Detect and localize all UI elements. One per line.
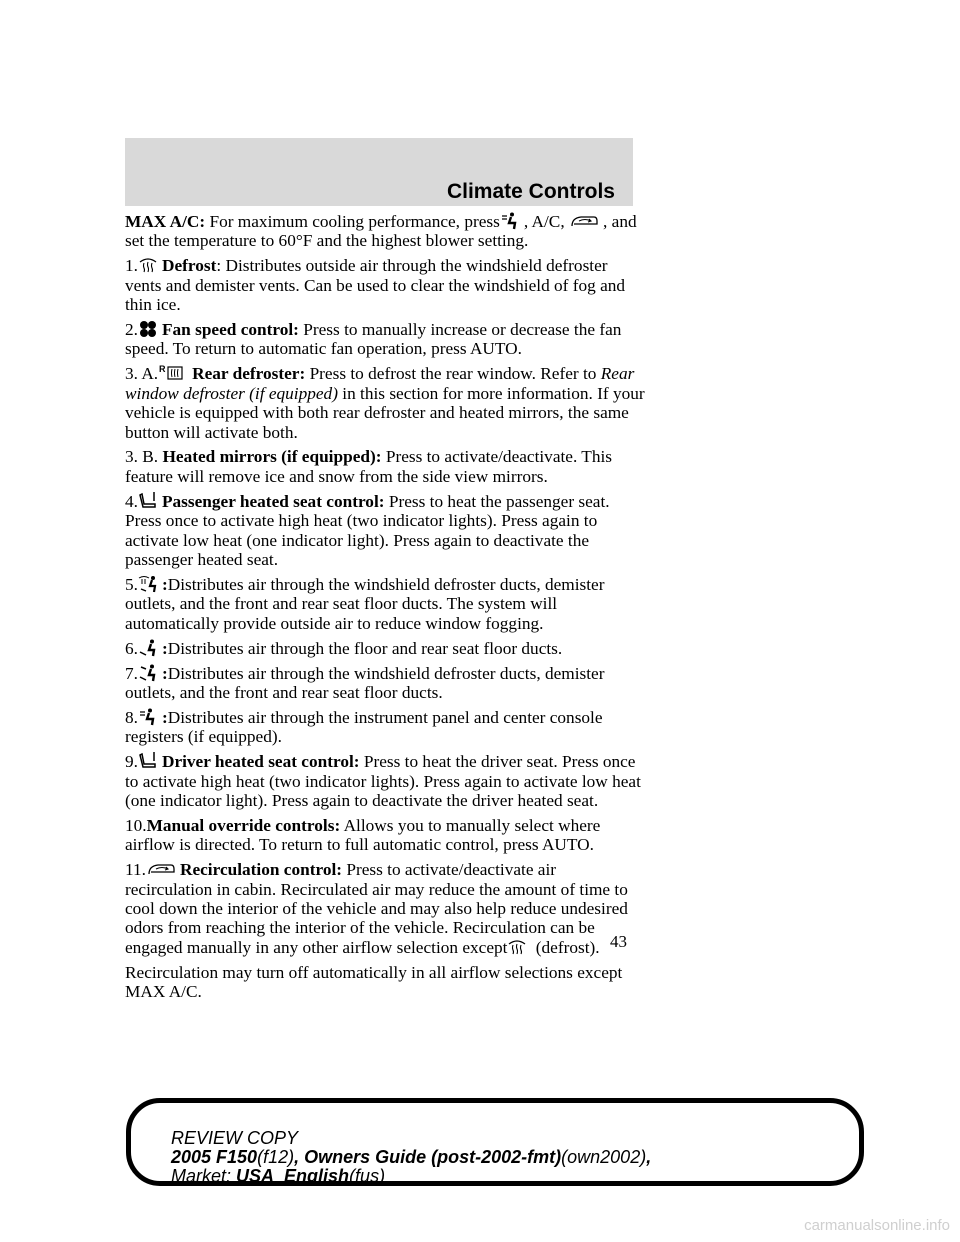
defrost-icon <box>507 938 527 956</box>
market-code: (fus) <box>349 1166 386 1186</box>
page-number: 43 <box>610 932 627 951</box>
item-label: Passenger heated seat control: <box>161 491 385 511</box>
item-panel <box>125 708 645 747</box>
item-label: Recirculation control: <box>179 860 343 880</box>
recirculation-icon <box>146 860 176 878</box>
item-recirculation <box>125 860 645 957</box>
item-number: 6. <box>125 638 138 658</box>
item-number: 7. <box>125 663 138 683</box>
item-label: Rear defroster: <box>192 364 306 384</box>
cross-reference: Rear window defroster (if equipped) <box>125 364 635 403</box>
item-label: Defrost <box>161 256 217 276</box>
item-number: 11. <box>125 860 146 880</box>
floor-vent-icon <box>138 639 158 657</box>
panel-vent-icon <box>500 212 520 230</box>
item-heated-mirrors <box>125 447 645 486</box>
item-driver-seat <box>125 752 645 810</box>
item-label: : <box>161 707 168 727</box>
item-number: 5. <box>125 574 138 594</box>
watermark: carmanualsonline.info <box>804 1217 950 1234</box>
item-number: 2. <box>125 320 138 340</box>
section-header <box>125 138 633 206</box>
max-ac-text-d: and set the temperature to 60°F and the highest blower setting. <box>125 212 637 251</box>
guide-name: , Owners Guide (post-2002-fmt) <box>294 1147 562 1167</box>
item-text: Press to heat the driver seat. Press once to activate high heat (two indicator lights). Press again to activate low heat (one indicator light). Press again to deactivate the driver heated seat. <box>125 752 641 810</box>
item-text: Press to manually increase or decrease the fan speed. To return to automatic fan operation, press AUTO. <box>125 320 622 359</box>
item-floor-panel <box>125 664 645 703</box>
panel-vent-icon <box>138 708 158 726</box>
item-text: Distributes air through the windshield defroster ducts, demister outlets, and the front and rear seat floor ducts. <box>125 663 605 702</box>
item-text: : Distributes outside air through the windshield defroster vents and demister vents. Can be used to clear the windshield of fog and thin ice. <box>125 256 626 315</box>
floor-defrost-icon <box>138 575 158 593</box>
item-text: Distributes air through the windshield defroster ducts, demister outlets, and the front and rear seat floor ducts. The system will automatically provide outside air to reduce window fogging. <box>125 574 605 633</box>
section-title: Climate Controls <box>446 180 615 203</box>
max-ac-label: MAX A/C: <box>125 212 206 231</box>
item-number: 10. <box>125 815 147 835</box>
item-text: Press to activate/deactivate. This feature will remove ice and snow from the side view mirrors. <box>125 447 613 486</box>
item-label: Driver heated seat control: <box>161 752 360 772</box>
max-ac-text: For maximum cooling performance, press <box>209 212 500 231</box>
recirculation-icon <box>569 212 599 230</box>
model-code: (f12) <box>257 1147 295 1167</box>
item-label: Fan speed control: <box>161 320 299 340</box>
svg-text:R: R <box>159 364 166 375</box>
review-copy-box <box>126 1098 864 1186</box>
item-label: : <box>161 574 168 594</box>
item-number: 4. <box>125 491 138 511</box>
model-name: 2005 F150 <box>171 1147 258 1167</box>
max-ac-text-c: , <box>603 212 608 231</box>
heated-seat-icon <box>138 752 158 770</box>
floor-panel-icon <box>138 664 158 682</box>
format-code: (own2002) <box>561 1147 647 1167</box>
item-label: : <box>161 663 168 683</box>
recirculation-note <box>125 963 645 1002</box>
document-id-line <box>171 1148 651 1167</box>
item-text: Press to activate/deactivate air recirculation in cabin. Recirculated air may reduce the amount of time to cool down the interior of the vehicle and may also help reduce undesired odors from reaching the interior of the vehicle. Recirculation can be engaged manually in any other airflow selection except <box>125 860 628 957</box>
item-number: 3. A. <box>125 364 159 384</box>
item-floor <box>125 639 645 658</box>
review-copy-line: REVIEW COPY <box>171 1128 299 1148</box>
max-ac-text-b: , A/C, <box>523 212 565 231</box>
item-label: Manual override controls: <box>146 815 341 835</box>
heated-seat-icon <box>138 492 158 510</box>
item-text-b: (defrost). <box>535 937 600 957</box>
item-fan <box>125 320 645 359</box>
market-value: USA_English <box>236 1166 350 1186</box>
item-text: Press to defrost the rear window. Refer to <box>309 364 597 384</box>
item-number: 8. <box>125 707 138 727</box>
separator: , <box>646 1147 652 1167</box>
item-label: Heated mirrors (if equipped): <box>162 447 382 467</box>
item-label: : <box>161 638 168 658</box>
item-text: Distributes air through the instrument panel and center console registers (if equipped). <box>125 707 603 747</box>
item-text: Allows you to manually select where airflow is directed. To return to full automatic control, press AUTO. <box>125 815 601 855</box>
item-text: Press to heat the passenger seat. Press once to activate high heat (two indicator lights). Press again to activate low heat (one indicator light). Press again to deactivate the passenger heated seat. <box>125 491 610 569</box>
note-text: Recirculation may turn off automatically in all airflow selections except MAX A/C. <box>125 962 623 1002</box>
defrost-icon <box>138 256 158 274</box>
item-passenger-seat <box>125 492 645 570</box>
fan-icon <box>138 320 158 338</box>
item-rear-defroster <box>125 364 645 442</box>
item-number: 3. B. <box>125 447 159 467</box>
manual-content <box>125 212 645 1007</box>
item-text: Distributes air through the floor and rear seat floor ducts. <box>167 638 563 658</box>
item-number: 9. <box>125 752 138 772</box>
item-floor-defrost <box>125 575 645 633</box>
market-label: Market: <box>171 1166 232 1186</box>
max-ac-paragraph <box>125 212 645 251</box>
item-text-b: in this section for more information. If your vehicle is equipped with both rear defroster and heated mirrors, the same button will activate both. <box>125 383 645 442</box>
market-line <box>171 1167 651 1186</box>
review-copy-text <box>171 1129 651 1186</box>
item-defrost <box>125 256 645 314</box>
item-number: 1. <box>125 256 138 276</box>
rear-defrost-icon <box>158 364 188 382</box>
item-manual-override <box>125 816 645 855</box>
